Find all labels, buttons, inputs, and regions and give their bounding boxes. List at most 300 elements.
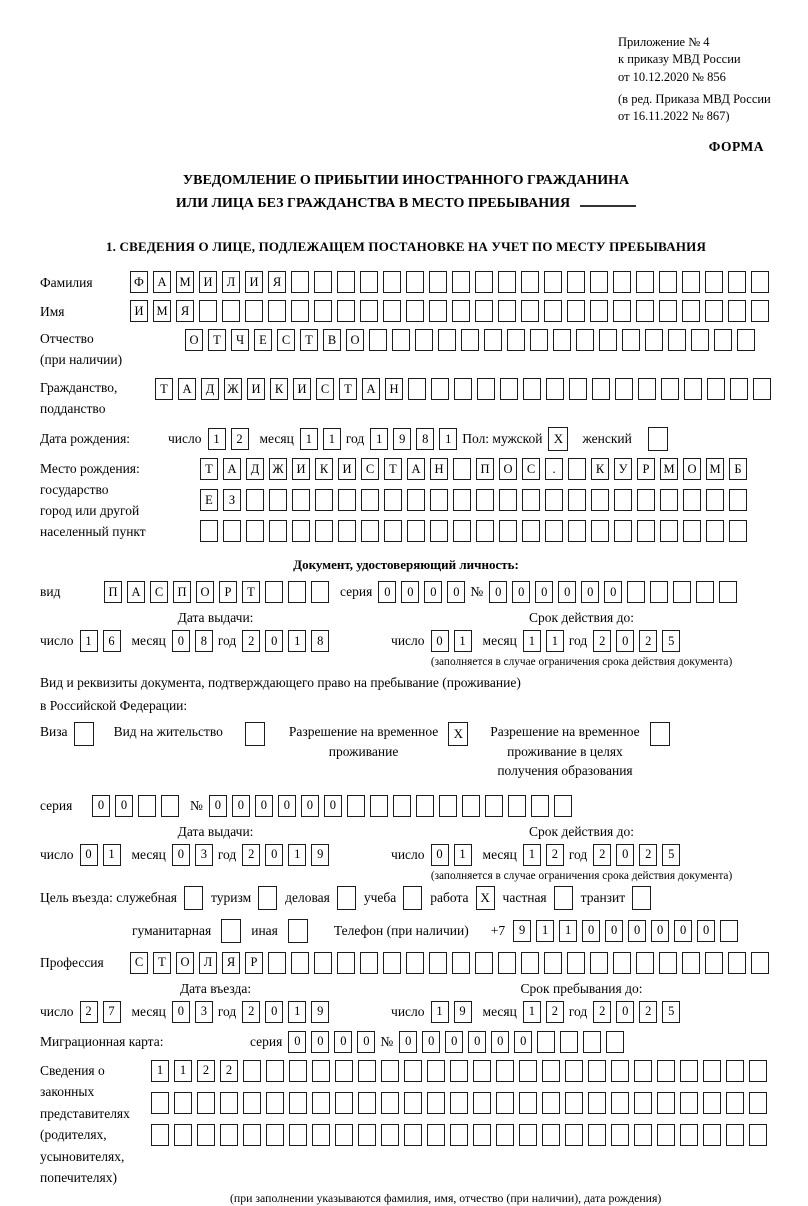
char-cell[interactable] [450, 1124, 468, 1146]
char-cell[interactable] [337, 271, 355, 293]
char-cell[interactable] [613, 300, 631, 322]
char-cell[interactable] [751, 952, 769, 974]
char-cell[interactable] [427, 1060, 445, 1082]
char-cell[interactable] [637, 489, 655, 511]
char-cell[interactable]: 2 [546, 1001, 564, 1023]
char-cell[interactable]: 8 [195, 630, 213, 652]
purpose-commercial-checkbox[interactable] [337, 886, 356, 910]
char-cell[interactable] [507, 329, 525, 351]
char-cell[interactable] [568, 520, 586, 542]
char-cell[interactable]: 3 [195, 1001, 213, 1023]
char-cell[interactable] [289, 1060, 307, 1082]
char-cell[interactable] [288, 581, 306, 603]
char-cell[interactable] [454, 378, 472, 400]
char-cell[interactable] [627, 581, 645, 603]
char-cell[interactable]: 0 [424, 581, 442, 603]
char-cell[interactable]: М [660, 458, 678, 480]
char-cell[interactable]: 0 [255, 795, 273, 817]
char-cell[interactable]: О [176, 952, 194, 974]
char-cell[interactable]: 0 [301, 795, 319, 817]
char-cell[interactable]: Е [200, 489, 218, 511]
char-cell[interactable] [406, 300, 424, 322]
char-cell[interactable] [568, 489, 586, 511]
purpose-tourism-checkbox[interactable] [258, 886, 277, 910]
char-cell[interactable] [500, 378, 518, 400]
char-cell[interactable]: Я [176, 300, 194, 322]
char-cell[interactable] [438, 329, 456, 351]
char-cell[interactable] [429, 271, 447, 293]
char-cell[interactable] [358, 1060, 376, 1082]
char-cell[interactable]: С [361, 458, 379, 480]
char-cell[interactable] [485, 795, 503, 817]
char-cell[interactable] [751, 300, 769, 322]
char-cell[interactable]: 0 [616, 630, 634, 652]
char-cell[interactable]: М [176, 271, 194, 293]
char-cell[interactable]: Д [246, 458, 264, 480]
char-cell[interactable]: 1 [454, 630, 472, 652]
char-cell[interactable] [554, 795, 572, 817]
char-cell[interactable] [696, 581, 714, 603]
char-cell[interactable]: В [323, 329, 341, 351]
char-cell[interactable]: И [293, 378, 311, 400]
char-cell[interactable]: 2 [242, 630, 260, 652]
char-cell[interactable]: С [130, 952, 148, 974]
char-cell[interactable] [498, 300, 516, 322]
char-cell[interactable]: Б [729, 458, 747, 480]
char-cell[interactable] [383, 271, 401, 293]
char-cell[interactable] [751, 271, 769, 293]
char-cell[interactable] [269, 489, 287, 511]
char-cell[interactable] [499, 520, 517, 542]
char-cell[interactable]: К [270, 378, 288, 400]
char-cell[interactable]: 0 [401, 581, 419, 603]
char-cell[interactable]: О [196, 581, 214, 603]
char-cell[interactable] [430, 489, 448, 511]
char-cell[interactable] [567, 271, 585, 293]
char-cell[interactable]: 0 [581, 581, 599, 603]
char-cell[interactable] [545, 489, 563, 511]
char-cell[interactable] [650, 581, 668, 603]
char-cell[interactable] [315, 520, 333, 542]
char-cell[interactable] [338, 520, 356, 542]
char-cell[interactable]: 0 [172, 844, 190, 866]
char-cell[interactable] [544, 300, 562, 322]
char-cell[interactable] [393, 795, 411, 817]
char-cell[interactable] [720, 920, 738, 942]
char-cell[interactable] [311, 581, 329, 603]
char-cell[interactable] [523, 378, 541, 400]
char-cell[interactable]: Л [222, 271, 240, 293]
char-cell[interactable] [223, 520, 241, 542]
char-cell[interactable]: 0 [80, 844, 98, 866]
char-cell[interactable] [705, 300, 723, 322]
char-cell[interactable] [266, 1092, 284, 1114]
char-cell[interactable] [615, 378, 633, 400]
char-cell[interactable] [174, 1124, 192, 1146]
char-cell[interactable] [706, 489, 724, 511]
char-cell[interactable]: О [683, 458, 701, 480]
char-cell[interactable]: 0 [378, 581, 396, 603]
char-cell[interactable]: 0 [324, 795, 342, 817]
char-cell[interactable] [243, 1092, 261, 1114]
char-cell[interactable]: 2 [593, 1001, 611, 1023]
char-cell[interactable] [531, 795, 549, 817]
char-cell[interactable] [730, 378, 748, 400]
char-cell[interactable]: 0 [489, 581, 507, 603]
char-cell[interactable]: 1 [208, 428, 226, 450]
char-cell[interactable]: 0 [265, 1001, 283, 1023]
char-cell[interactable]: 0 [311, 1031, 329, 1053]
char-cell[interactable]: 0 [697, 920, 715, 942]
char-cell[interactable] [476, 489, 494, 511]
char-cell[interactable] [565, 1060, 583, 1082]
char-cell[interactable] [683, 520, 701, 542]
char-cell[interactable]: 0 [514, 1031, 532, 1053]
char-cell[interactable]: Е [254, 329, 272, 351]
char-cell[interactable] [705, 952, 723, 974]
char-cell[interactable] [404, 1060, 422, 1082]
char-cell[interactable] [565, 1124, 583, 1146]
char-cell[interactable] [599, 329, 617, 351]
purpose-work-checkbox[interactable]: X [476, 886, 495, 910]
char-cell[interactable] [682, 271, 700, 293]
char-cell[interactable]: 0 [431, 844, 449, 866]
char-cell[interactable]: 1 [546, 630, 564, 652]
char-cell[interactable]: А [407, 458, 425, 480]
char-cell[interactable] [565, 1092, 583, 1114]
char-cell[interactable]: С [522, 458, 540, 480]
char-cell[interactable] [266, 1124, 284, 1146]
char-cell[interactable] [611, 1060, 629, 1082]
char-cell[interactable] [706, 520, 724, 542]
char-cell[interactable]: 9 [513, 920, 531, 942]
char-cell[interactable]: 1 [454, 844, 472, 866]
char-cell[interactable] [542, 1124, 560, 1146]
char-cell[interactable]: Т [300, 329, 318, 351]
char-cell[interactable]: 1 [80, 630, 98, 652]
char-cell[interactable]: Н [385, 378, 403, 400]
char-cell[interactable] [613, 952, 631, 974]
purpose-other-checkbox[interactable] [288, 919, 308, 943]
char-cell[interactable]: О [499, 458, 517, 480]
char-cell[interactable] [683, 489, 701, 511]
char-cell[interactable] [452, 271, 470, 293]
char-cell[interactable]: 0 [265, 844, 283, 866]
char-cell[interactable] [404, 1092, 422, 1114]
char-cell[interactable] [498, 271, 516, 293]
char-cell[interactable] [246, 489, 264, 511]
char-cell[interactable] [314, 952, 332, 974]
char-cell[interactable] [392, 329, 410, 351]
temp-permit-checkbox[interactable]: X [448, 722, 468, 746]
char-cell[interactable] [682, 952, 700, 974]
char-cell[interactable] [197, 1092, 215, 1114]
char-cell[interactable]: 0 [445, 1031, 463, 1053]
char-cell[interactable] [381, 1124, 399, 1146]
char-cell[interactable] [703, 1060, 721, 1082]
edu-permit-checkbox[interactable] [650, 722, 670, 746]
char-cell[interactable]: Н [430, 458, 448, 480]
char-cell[interactable]: С [150, 581, 168, 603]
char-cell[interactable]: 2 [242, 844, 260, 866]
char-cell[interactable] [613, 271, 631, 293]
char-cell[interactable]: Т [242, 581, 260, 603]
char-cell[interactable] [726, 1124, 744, 1146]
char-cell[interactable] [199, 300, 217, 322]
char-cell[interactable] [707, 378, 725, 400]
char-cell[interactable]: З [223, 489, 241, 511]
char-cell[interactable] [416, 795, 434, 817]
char-cell[interactable] [291, 952, 309, 974]
char-cell[interactable] [634, 1092, 652, 1114]
char-cell[interactable]: 0 [447, 581, 465, 603]
char-cell[interactable] [245, 300, 263, 322]
char-cell[interactable] [406, 952, 424, 974]
purpose-business-checkbox[interactable] [184, 886, 203, 910]
char-cell[interactable]: И [245, 271, 263, 293]
char-cell[interactable] [714, 329, 732, 351]
char-cell[interactable] [360, 300, 378, 322]
char-cell[interactable]: 2 [220, 1060, 238, 1082]
char-cell[interactable]: А [362, 378, 380, 400]
char-cell[interactable]: 9 [311, 844, 329, 866]
char-cell[interactable]: 0 [558, 581, 576, 603]
char-cell[interactable]: 0 [535, 581, 553, 603]
char-cell[interactable]: 0 [616, 844, 634, 866]
char-cell[interactable] [684, 378, 702, 400]
char-cell[interactable] [496, 1092, 514, 1114]
char-cell[interactable]: 0 [92, 795, 110, 817]
char-cell[interactable]: 0 [651, 920, 669, 942]
char-cell[interactable] [660, 489, 678, 511]
char-cell[interactable]: Т [155, 378, 173, 400]
char-cell[interactable] [138, 795, 156, 817]
char-cell[interactable]: Р [245, 952, 263, 974]
char-cell[interactable] [161, 795, 179, 817]
char-cell[interactable] [496, 1060, 514, 1082]
char-cell[interactable] [660, 520, 678, 542]
char-cell[interactable]: 9 [454, 1001, 472, 1023]
char-cell[interactable]: 1 [536, 920, 554, 942]
char-cell[interactable] [636, 300, 654, 322]
char-cell[interactable]: И [247, 378, 265, 400]
char-cell[interactable] [473, 1060, 491, 1082]
char-cell[interactable]: Т [208, 329, 226, 351]
char-cell[interactable]: 6 [103, 630, 121, 652]
char-cell[interactable] [499, 489, 517, 511]
char-cell[interactable]: А [223, 458, 241, 480]
char-cell[interactable]: 1 [370, 428, 388, 450]
char-cell[interactable] [680, 1124, 698, 1146]
char-cell[interactable] [498, 952, 516, 974]
char-cell[interactable] [314, 271, 332, 293]
char-cell[interactable] [719, 581, 737, 603]
char-cell[interactable] [728, 300, 746, 322]
char-cell[interactable] [567, 952, 585, 974]
char-cell[interactable] [291, 271, 309, 293]
char-cell[interactable] [268, 300, 286, 322]
char-cell[interactable]: 0 [357, 1031, 375, 1053]
char-cell[interactable]: У [614, 458, 632, 480]
char-cell[interactable] [384, 489, 402, 511]
char-cell[interactable]: 2 [80, 1001, 98, 1023]
char-cell[interactable]: 9 [393, 428, 411, 450]
char-cell[interactable] [542, 1060, 560, 1082]
char-cell[interactable]: 1 [174, 1060, 192, 1082]
char-cell[interactable] [453, 458, 471, 480]
char-cell[interactable] [753, 378, 771, 400]
char-cell[interactable] [266, 1060, 284, 1082]
char-cell[interactable]: 1 [103, 844, 121, 866]
char-cell[interactable]: 1 [288, 630, 306, 652]
char-cell[interactable] [358, 1124, 376, 1146]
char-cell[interactable]: П [173, 581, 191, 603]
char-cell[interactable] [519, 1092, 537, 1114]
char-cell[interactable]: Я [222, 952, 240, 974]
char-cell[interactable] [519, 1060, 537, 1082]
char-cell[interactable] [659, 271, 677, 293]
char-cell[interactable]: 1 [523, 1001, 541, 1023]
char-cell[interactable]: 0 [334, 1031, 352, 1053]
char-cell[interactable]: Л [199, 952, 217, 974]
char-cell[interactable] [450, 1060, 468, 1082]
char-cell[interactable]: И [292, 458, 310, 480]
char-cell[interactable] [726, 1092, 744, 1114]
char-cell[interactable] [521, 952, 539, 974]
char-cell[interactable] [560, 1031, 578, 1053]
char-cell[interactable] [622, 329, 640, 351]
char-cell[interactable]: 0 [209, 795, 227, 817]
char-cell[interactable]: 0 [468, 1031, 486, 1053]
char-cell[interactable] [174, 1092, 192, 1114]
char-cell[interactable] [429, 952, 447, 974]
char-cell[interactable]: 1 [300, 428, 318, 450]
char-cell[interactable] [292, 520, 310, 542]
char-cell[interactable]: 2 [546, 844, 564, 866]
char-cell[interactable]: 0 [172, 630, 190, 652]
char-cell[interactable] [673, 581, 691, 603]
char-cell[interactable] [522, 489, 540, 511]
char-cell[interactable] [522, 520, 540, 542]
char-cell[interactable] [265, 581, 283, 603]
char-cell[interactable] [289, 1124, 307, 1146]
char-cell[interactable]: 0 [604, 581, 622, 603]
char-cell[interactable]: М [153, 300, 171, 322]
char-cell[interactable] [358, 1092, 376, 1114]
char-cell[interactable] [408, 378, 426, 400]
char-cell[interactable] [590, 300, 608, 322]
char-cell[interactable] [521, 300, 539, 322]
char-cell[interactable] [680, 1092, 698, 1114]
char-cell[interactable] [537, 1031, 555, 1053]
char-cell[interactable] [269, 520, 287, 542]
residence-permit-checkbox[interactable] [245, 722, 265, 746]
char-cell[interactable] [384, 520, 402, 542]
char-cell[interactable] [335, 1124, 353, 1146]
char-cell[interactable]: Ф [130, 271, 148, 293]
char-cell[interactable] [246, 520, 264, 542]
purpose-private-checkbox[interactable] [554, 886, 573, 910]
char-cell[interactable]: И [338, 458, 356, 480]
char-cell[interactable] [588, 1060, 606, 1082]
char-cell[interactable] [634, 1124, 652, 1146]
char-cell[interactable] [360, 952, 378, 974]
char-cell[interactable]: О [185, 329, 203, 351]
char-cell[interactable]: 1 [431, 1001, 449, 1023]
char-cell[interactable]: 1 [523, 630, 541, 652]
char-cell[interactable] [659, 300, 677, 322]
char-cell[interactable] [312, 1124, 330, 1146]
char-cell[interactable] [542, 1092, 560, 1114]
char-cell[interactable]: 1 [288, 844, 306, 866]
char-cell[interactable] [222, 300, 240, 322]
char-cell[interactable]: К [315, 458, 333, 480]
char-cell[interactable] [452, 300, 470, 322]
char-cell[interactable] [475, 300, 493, 322]
char-cell[interactable] [383, 300, 401, 322]
char-cell[interactable]: 0 [278, 795, 296, 817]
char-cell[interactable]: 1 [439, 428, 457, 450]
char-cell[interactable] [614, 520, 632, 542]
char-cell[interactable] [315, 489, 333, 511]
char-cell[interactable] [645, 329, 663, 351]
char-cell[interactable]: С [277, 329, 295, 351]
char-cell[interactable] [407, 520, 425, 542]
char-cell[interactable] [335, 1092, 353, 1114]
char-cell[interactable]: 7 [103, 1001, 121, 1023]
char-cell[interactable] [569, 378, 587, 400]
char-cell[interactable]: И [199, 271, 217, 293]
char-cell[interactable] [636, 271, 654, 293]
char-cell[interactable]: 1 [559, 920, 577, 942]
char-cell[interactable]: 0 [491, 1031, 509, 1053]
char-cell[interactable] [583, 1031, 601, 1053]
char-cell[interactable]: 0 [431, 630, 449, 652]
char-cell[interactable] [553, 329, 571, 351]
char-cell[interactable]: 2 [593, 844, 611, 866]
char-cell[interactable] [462, 795, 480, 817]
char-cell[interactable]: 0 [628, 920, 646, 942]
char-cell[interactable]: 5 [662, 630, 680, 652]
char-cell[interactable]: К [591, 458, 609, 480]
char-cell[interactable]: 5 [662, 1001, 680, 1023]
char-cell[interactable] [588, 1092, 606, 1114]
char-cell[interactable] [638, 378, 656, 400]
char-cell[interactable] [590, 952, 608, 974]
char-cell[interactable] [737, 329, 755, 351]
char-cell[interactable] [726, 1060, 744, 1082]
purpose-humanitarian-checkbox[interactable] [221, 919, 241, 943]
char-cell[interactable] [335, 1060, 353, 1082]
char-cell[interactable]: 8 [311, 630, 329, 652]
purpose-transit-checkbox[interactable] [632, 886, 651, 910]
char-cell[interactable] [729, 489, 747, 511]
char-cell[interactable]: 2 [197, 1060, 215, 1082]
char-cell[interactable]: 0 [172, 1001, 190, 1023]
char-cell[interactable]: А [127, 581, 145, 603]
char-cell[interactable] [484, 329, 502, 351]
char-cell[interactable] [657, 1092, 675, 1114]
char-cell[interactable] [461, 329, 479, 351]
char-cell[interactable]: 1 [151, 1060, 169, 1082]
char-cell[interactable] [427, 1124, 445, 1146]
char-cell[interactable] [151, 1092, 169, 1114]
char-cell[interactable]: 3 [195, 844, 213, 866]
char-cell[interactable] [337, 300, 355, 322]
char-cell[interactable] [289, 1092, 307, 1114]
char-cell[interactable] [381, 1060, 399, 1082]
char-cell[interactable] [430, 520, 448, 542]
